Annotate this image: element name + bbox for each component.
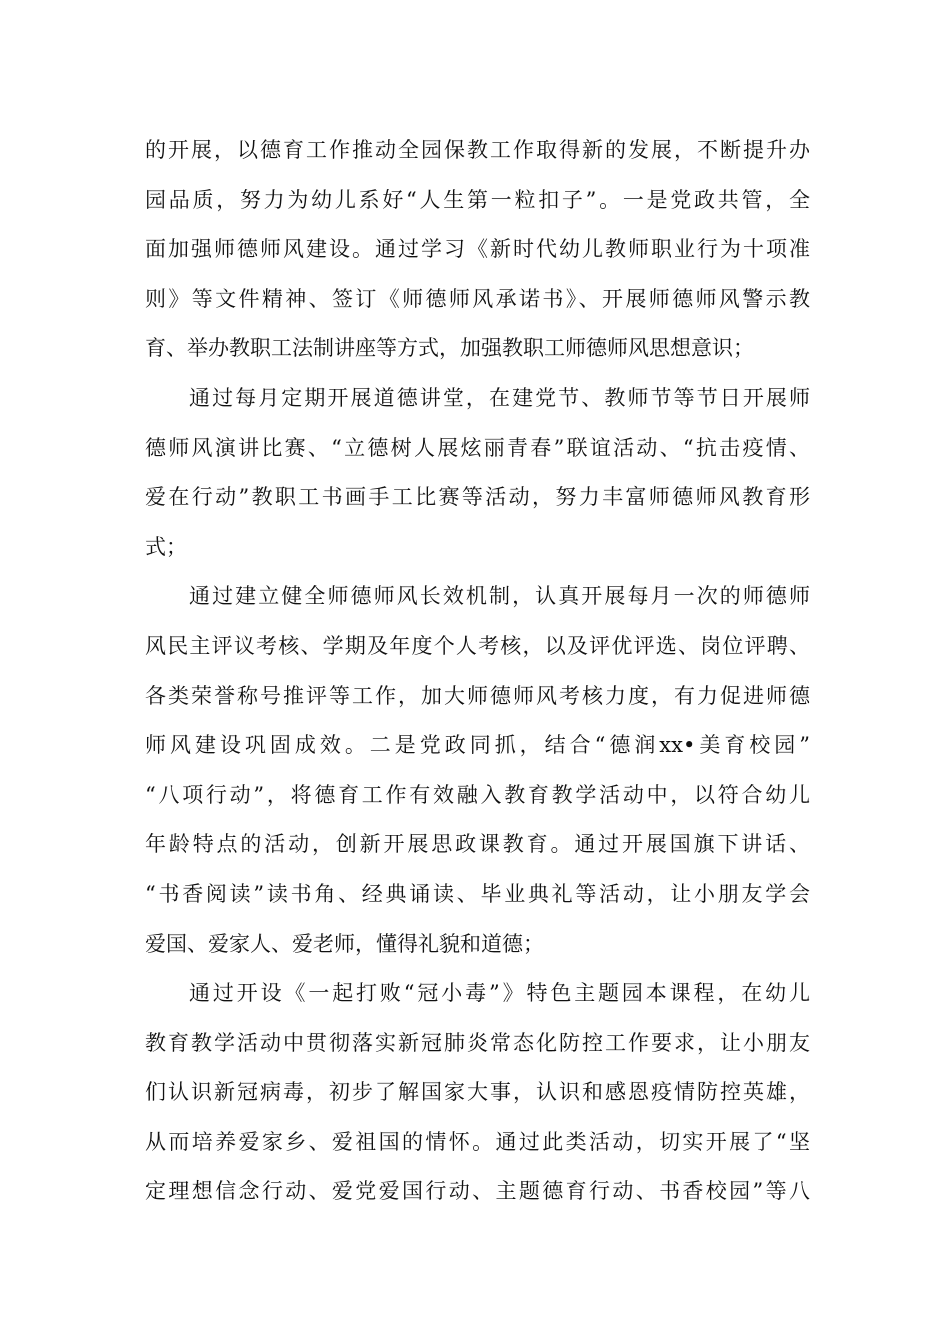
text-line: 通过建立健全师德师风长效机制，认真开展每月一次的师德师 <box>189 584 810 609</box>
text-line: “八项行动”，将德育工作有效融入教育教学活动中，以符合幼儿 <box>145 782 810 807</box>
text-line: 教育教学活动中贯彻落实新冠肺炎常态化防控工作要求，让小朋友 <box>145 1030 810 1055</box>
text-line: 通过开设《一起打败“冠小毒”》特色主题园本课程，在幼儿 <box>189 981 810 1006</box>
text-line: 定理想信念行动、爱党爱国行动、主题德育行动、书香校园”等八 <box>145 1179 810 1204</box>
text-line: 师风建设巩固成效。二是党政同抓，结合“德润xx•美育校园” <box>145 733 810 758</box>
text-line: 爱在行动”教职工书画手工比赛等活动，努力丰富师德师风教育形 <box>145 485 810 510</box>
text-line: 风民主评议考核、学期及年度个人考核，以及评优评选、岗位评聘、 <box>145 633 810 658</box>
text-line: “书香阅读”读书角、经典诵读、毕业典礼等活动，让小朋友学会 <box>145 881 810 906</box>
text-line: 各类荣誉称号推评等工作，加大师德师风考核力度，有力促进师德 <box>145 683 810 708</box>
text-line: 则》等文件精神、签订《师德师风承诺书》、开展师德师风警示教 <box>145 286 810 311</box>
text-line: 式； <box>145 534 187 559</box>
text-line: 年龄特点的活动，创新开展思政课教育。通过开展国旗下讲话、 <box>145 832 810 857</box>
text-line: 从而培养爱家乡、爱祖国的情怀。通过此类活动，切实开展了“坚 <box>145 1129 810 1154</box>
body-text <box>145 126 810 1217</box>
text-line: 德师风演讲比赛、“立德树人展炫丽青春”联谊活动、“抗击疫情、 <box>145 435 810 460</box>
text-line: 们认识新冠病毒，初步了解国家大事，认识和感恩疫情防控英雄， <box>145 1080 810 1105</box>
text-line: 爱国、爱家人、爱老师，懂得礼貌和道德； <box>145 931 544 956</box>
text-line: 育、举办教职工法制讲座等方式，加强教职工师德师风思想意识； <box>145 336 754 361</box>
text-line: 通过每月定期开展道德讲堂，在建党节、教师节等节日开展师 <box>189 385 810 410</box>
text-line: 面加强师德师风建设。通过学习《新时代幼儿教师职业行为十项准 <box>145 237 810 262</box>
text-line: 的开展，以德育工作推动全园保教工作取得新的发展，不断提升办 <box>145 138 810 162</box>
text-line: 园品质，努力为幼儿系好“人生第一粒扣子”。一是党政共管，全 <box>145 187 810 212</box>
